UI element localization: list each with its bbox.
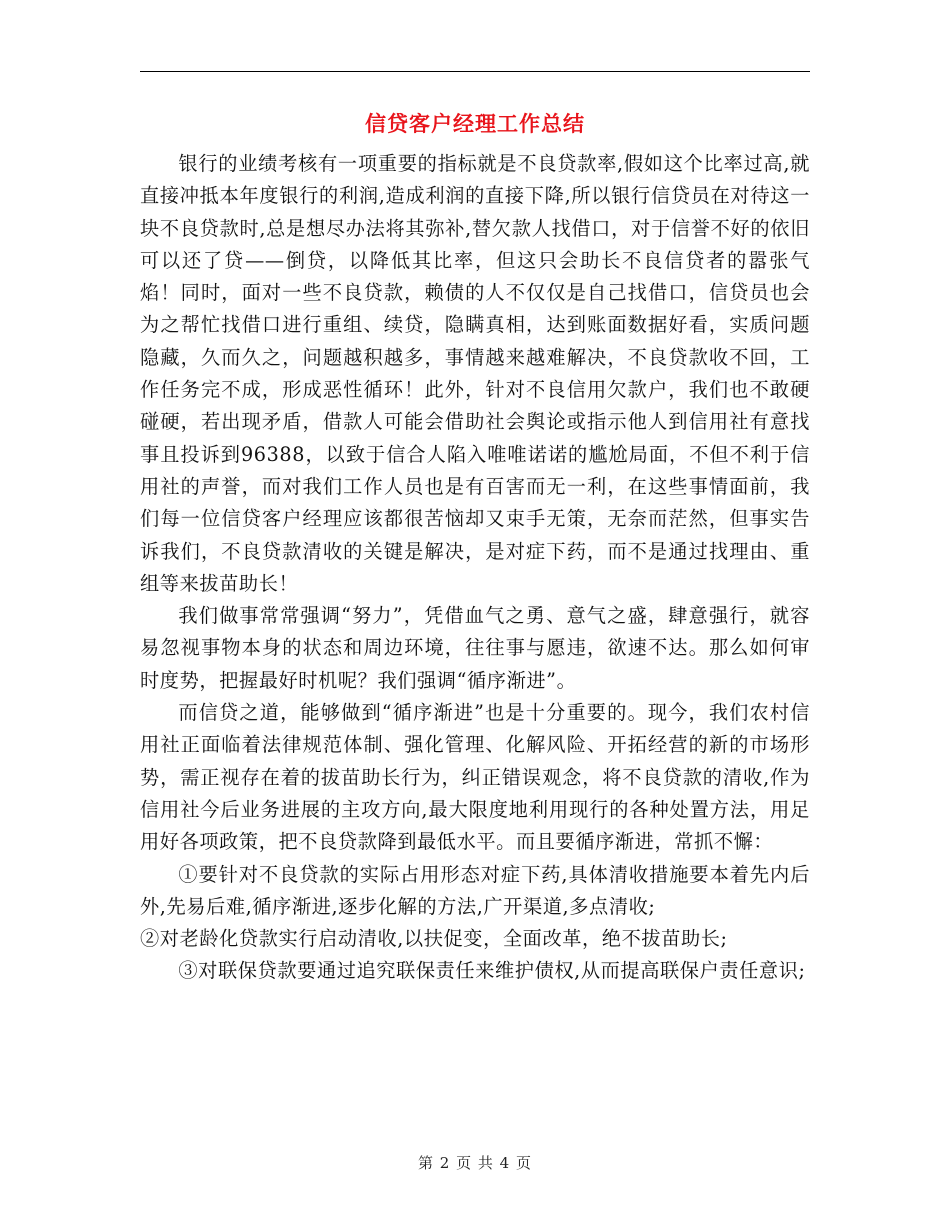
list-item-1: ①要针对不良贷款的实际占用形态对症下药,具体清收措施要本着先内后外,先易后难,循序渐进,逐步化解的方法,广开渠道,多点清收; <box>140 862 810 918</box>
paragraph-credit-way: 而信贷之道，能够做到“循序渐进”也是十分重要的。现今，我们农村信用社正面临着法律规范体制、强化管理、化解风险、开拓经营的新的市场形势，需正视存在着的拔苗助长行为，纠正错误观念，将不良贷款的清收,作为信用社今后业务进展的主攻方向,最大限度地利用现行的各种处置方法，用足用好各项政策，把不良贷款降到最低水平。而且要循序渐进，常抓不懈： <box>140 701 810 854</box>
paragraph-effort-gradual: 我们做事常常强调“努力”，凭借血气之勇、意气之盛，肆意强行，就容易忽视事物本身的状态和周边环境，往往事与愿违，欲速不达。那么如何审时度势，把握最好时机呢？我们强调“循序渐进”。 <box>140 604 810 692</box>
page-number: 第 2 页 共 4 页 <box>418 1154 532 1172</box>
list-item-3: ③对联保贷款要通过追究联保责任来维护债权,从而提高联保户责任意识; <box>178 959 806 983</box>
paragraph-nonperforming-loans: 银行的业绩考核有一项重要的指标就是不良贷款率,假如这个比率过高,就直接冲抵本年度银行的利润,造成利润的直接下降,所以银行信贷员在对待这一块不良贷款时,总是想尽办法将其弥补,替欠款人找借口，对于信誉不好的依旧可以还了贷——倒贷，以降低其比率，但这只会助长不良信贷者的嚣张气焰！同时，面对一些不良贷款，赖债的人不仅仅是自己找借口，信贷员也会为之帮忙找借口进行重组、续贷，隐瞒真相，达到账面数据好看，实质问题隐藏，久而久之，问题越积越多，事情越来越难解决，不良贷款收不回，工作任务完不成，形成恶性循环！此外，针对不良信用欠款户，我们也不敢硬碰硬，若出现矛盾，借款人可能会借助社会舆论或指示他人到信用社有意找事且投诉到96388，以致于信合人陷入唯唯诺诺的尴尬局面，不但不利于信用社的声誉，而对我们工作人员也是有百害而无一利，在这些事情面前，我们每一位信贷客户经理应该都很苦恼却又束手无策，无奈而茫然，但事实告诉我们，不良贷款清收的关键是解决，是对症下药，而不是通过找理由、重组等来拔苗助长！ <box>140 152 810 595</box>
list-item-2: ②对老龄化贷款实行启动清收,以扶促变，全面改革，绝不拔苗助长; <box>140 927 728 951</box>
document-body <box>140 148 810 988</box>
document-title: 信贷客户经理工作总结 <box>365 111 585 136</box>
header-rule <box>140 71 810 72</box>
